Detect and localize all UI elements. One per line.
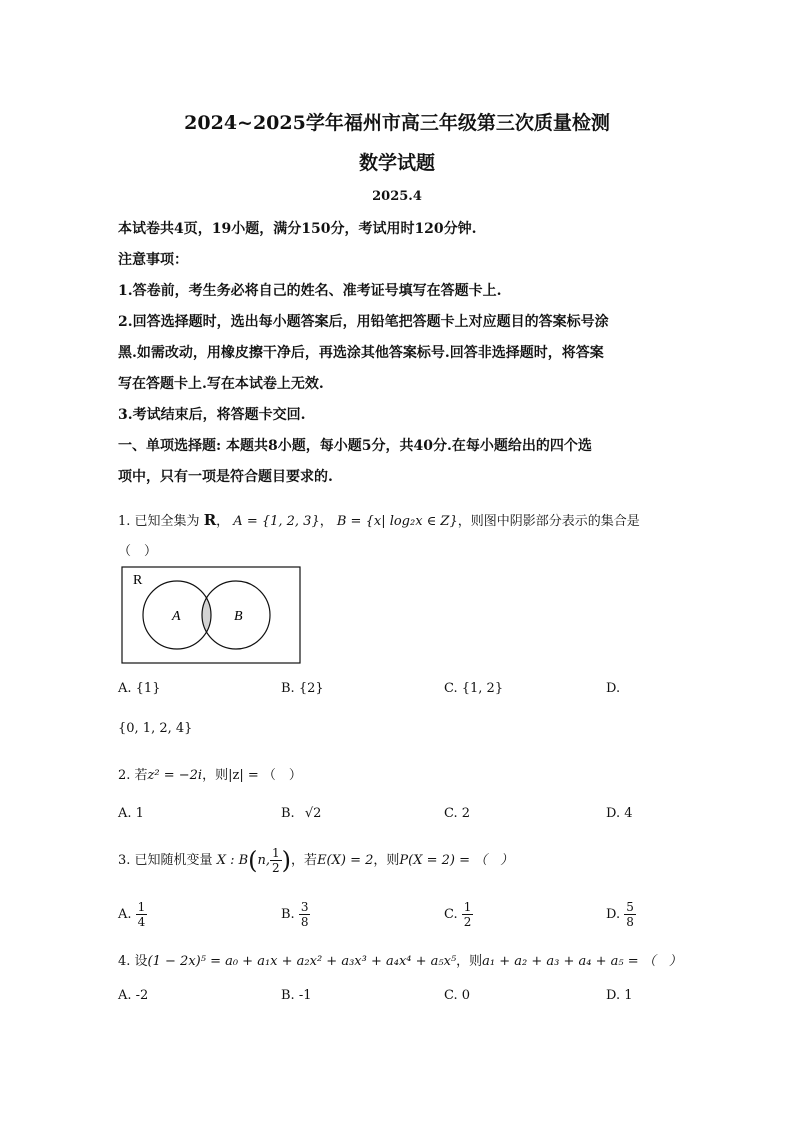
fraction: $\frac{1}{4}$ — [137, 900, 146, 929]
answer-paren: （ ） — [118, 544, 158, 559]
option-b: B. {2} — [281, 681, 324, 696]
fraction: $\frac{3}{8}$ — [300, 900, 309, 929]
question-text: ，则图中阴影部分表示的集合是 — [457, 514, 640, 529]
fraction: $\frac{5}{8}$ — [626, 900, 634, 929]
option-d: D. — [606, 681, 621, 696]
section-heading: 项中，只有一项是符合题目要求的. — [118, 469, 333, 485]
sqrt-value: √2 — [304, 806, 322, 821]
label-b: B — [234, 609, 243, 624]
set-a: A = {1, 2, 3} — [233, 514, 320, 529]
question-text: 1. 已知全集为 — [118, 514, 200, 529]
option-b: B. -1 — [281, 988, 312, 1003]
math-expression: P(X = 2) = （ ） — [399, 853, 514, 868]
math-expression: z² = −2i — [147, 768, 203, 783]
math-expression: a₁ + a₂ + a₃ + a₄ + a₅ = （ ） — [482, 954, 682, 969]
venn-diagram — [121, 566, 303, 665]
option-d-value: {0, 1, 2, 4} — [118, 721, 193, 736]
notice-line: 2.回答选择题时，选出每小题答案后，用铅笔把答题卡上对应题目的答案标号涂 — [118, 314, 609, 330]
question-1: 1. 已知全集为 R， A = {1, 2, 3}， B = {x| log₂x ∈ Z}，则图中阴影部分表示的集合是 — [118, 511, 640, 529]
option-d: D. 1 — [606, 988, 633, 1003]
label-r: R — [133, 573, 143, 588]
question-3: 3. 已知随机变量 X : B(n, $\frac{1}{2}$ )，若E(X) = 2，则P(X = 2) = （ ） — [118, 846, 514, 875]
fraction-half: $\frac{1}{2}$ — [272, 846, 280, 875]
subject-title: 数学试题 — [358, 152, 435, 174]
question-4 — [118, 950, 682, 969]
option-d: D. $\frac{5}{8}$ — [606, 900, 634, 929]
option-c: C. 0 — [444, 988, 471, 1003]
fraction: $\frac{1}{2}$ — [463, 900, 472, 929]
option-c: C. $\frac{1}{2}$ — [444, 900, 472, 929]
param-n: n, — [257, 853, 271, 868]
set-b: B = {x| log₂x ∈ Z} — [336, 514, 458, 529]
option-label: B. — [281, 806, 295, 821]
notice-line: 1.答卷前，考生务必将自己的姓名、准考证号填写在答题卡上. — [118, 283, 502, 299]
notice-line: 写在答题卡上.写在本试卷上无效. — [118, 376, 324, 392]
exam-title: 2024~2025学年福州市高三年级第三次质量检测 — [184, 112, 610, 134]
math-expression: E(X) = 2 — [317, 853, 374, 868]
option-d: D. 4 — [606, 806, 633, 821]
option-c: C. 2 — [444, 806, 471, 821]
math-expression: (1 − 2x)⁵ = a₀ + a₁x + a₂x² + a₃x³ + a₄x⁴ + a₅x⁵ — [147, 954, 457, 969]
question-text: ，若 — [291, 853, 318, 868]
universe-symbol: R — [203, 511, 217, 529]
question-text: 4. 设 — [118, 954, 148, 969]
label-a: A — [172, 609, 181, 624]
question-text: ，则 — [373, 853, 400, 868]
option-b: B. $\frac{3}{8}$ — [281, 900, 309, 929]
option-a: A. {1} — [118, 681, 161, 696]
question-text: ，则|z| = （ ） — [202, 768, 302, 783]
math-expression: X : B — [216, 853, 249, 868]
notice-title: 注意事项： — [118, 252, 188, 268]
option-a: A. $\frac{1}{4}$ — [118, 900, 146, 929]
section-heading: 一、单项选择题: 本题共8小题，每小题5分，共40分.在每小题给出的四个选 — [118, 438, 592, 454]
option-a: A. -2 — [118, 988, 149, 1003]
question-text: 2. 若 — [118, 768, 148, 783]
question-text: ，则 — [456, 954, 483, 969]
question-2 — [118, 764, 302, 783]
question-text: 3. 已知随机变量 — [118, 853, 213, 868]
intro-text: 本试卷共4页，19小题，满分150分，考试用时120分钟. — [118, 221, 477, 237]
option-a: A. 1 — [118, 806, 144, 821]
notice-line: 黑.如需改动，用橡皮擦干净后，再选涂其他答案标号.回答非选择题时，将答案 — [118, 345, 604, 361]
notice-line: 3.考试结束后，将答题卡交回. — [118, 407, 306, 423]
option-c: C. {1, 2} — [444, 681, 504, 696]
exam-date: 2025.4 — [372, 189, 422, 204]
option-b — [281, 806, 321, 821]
